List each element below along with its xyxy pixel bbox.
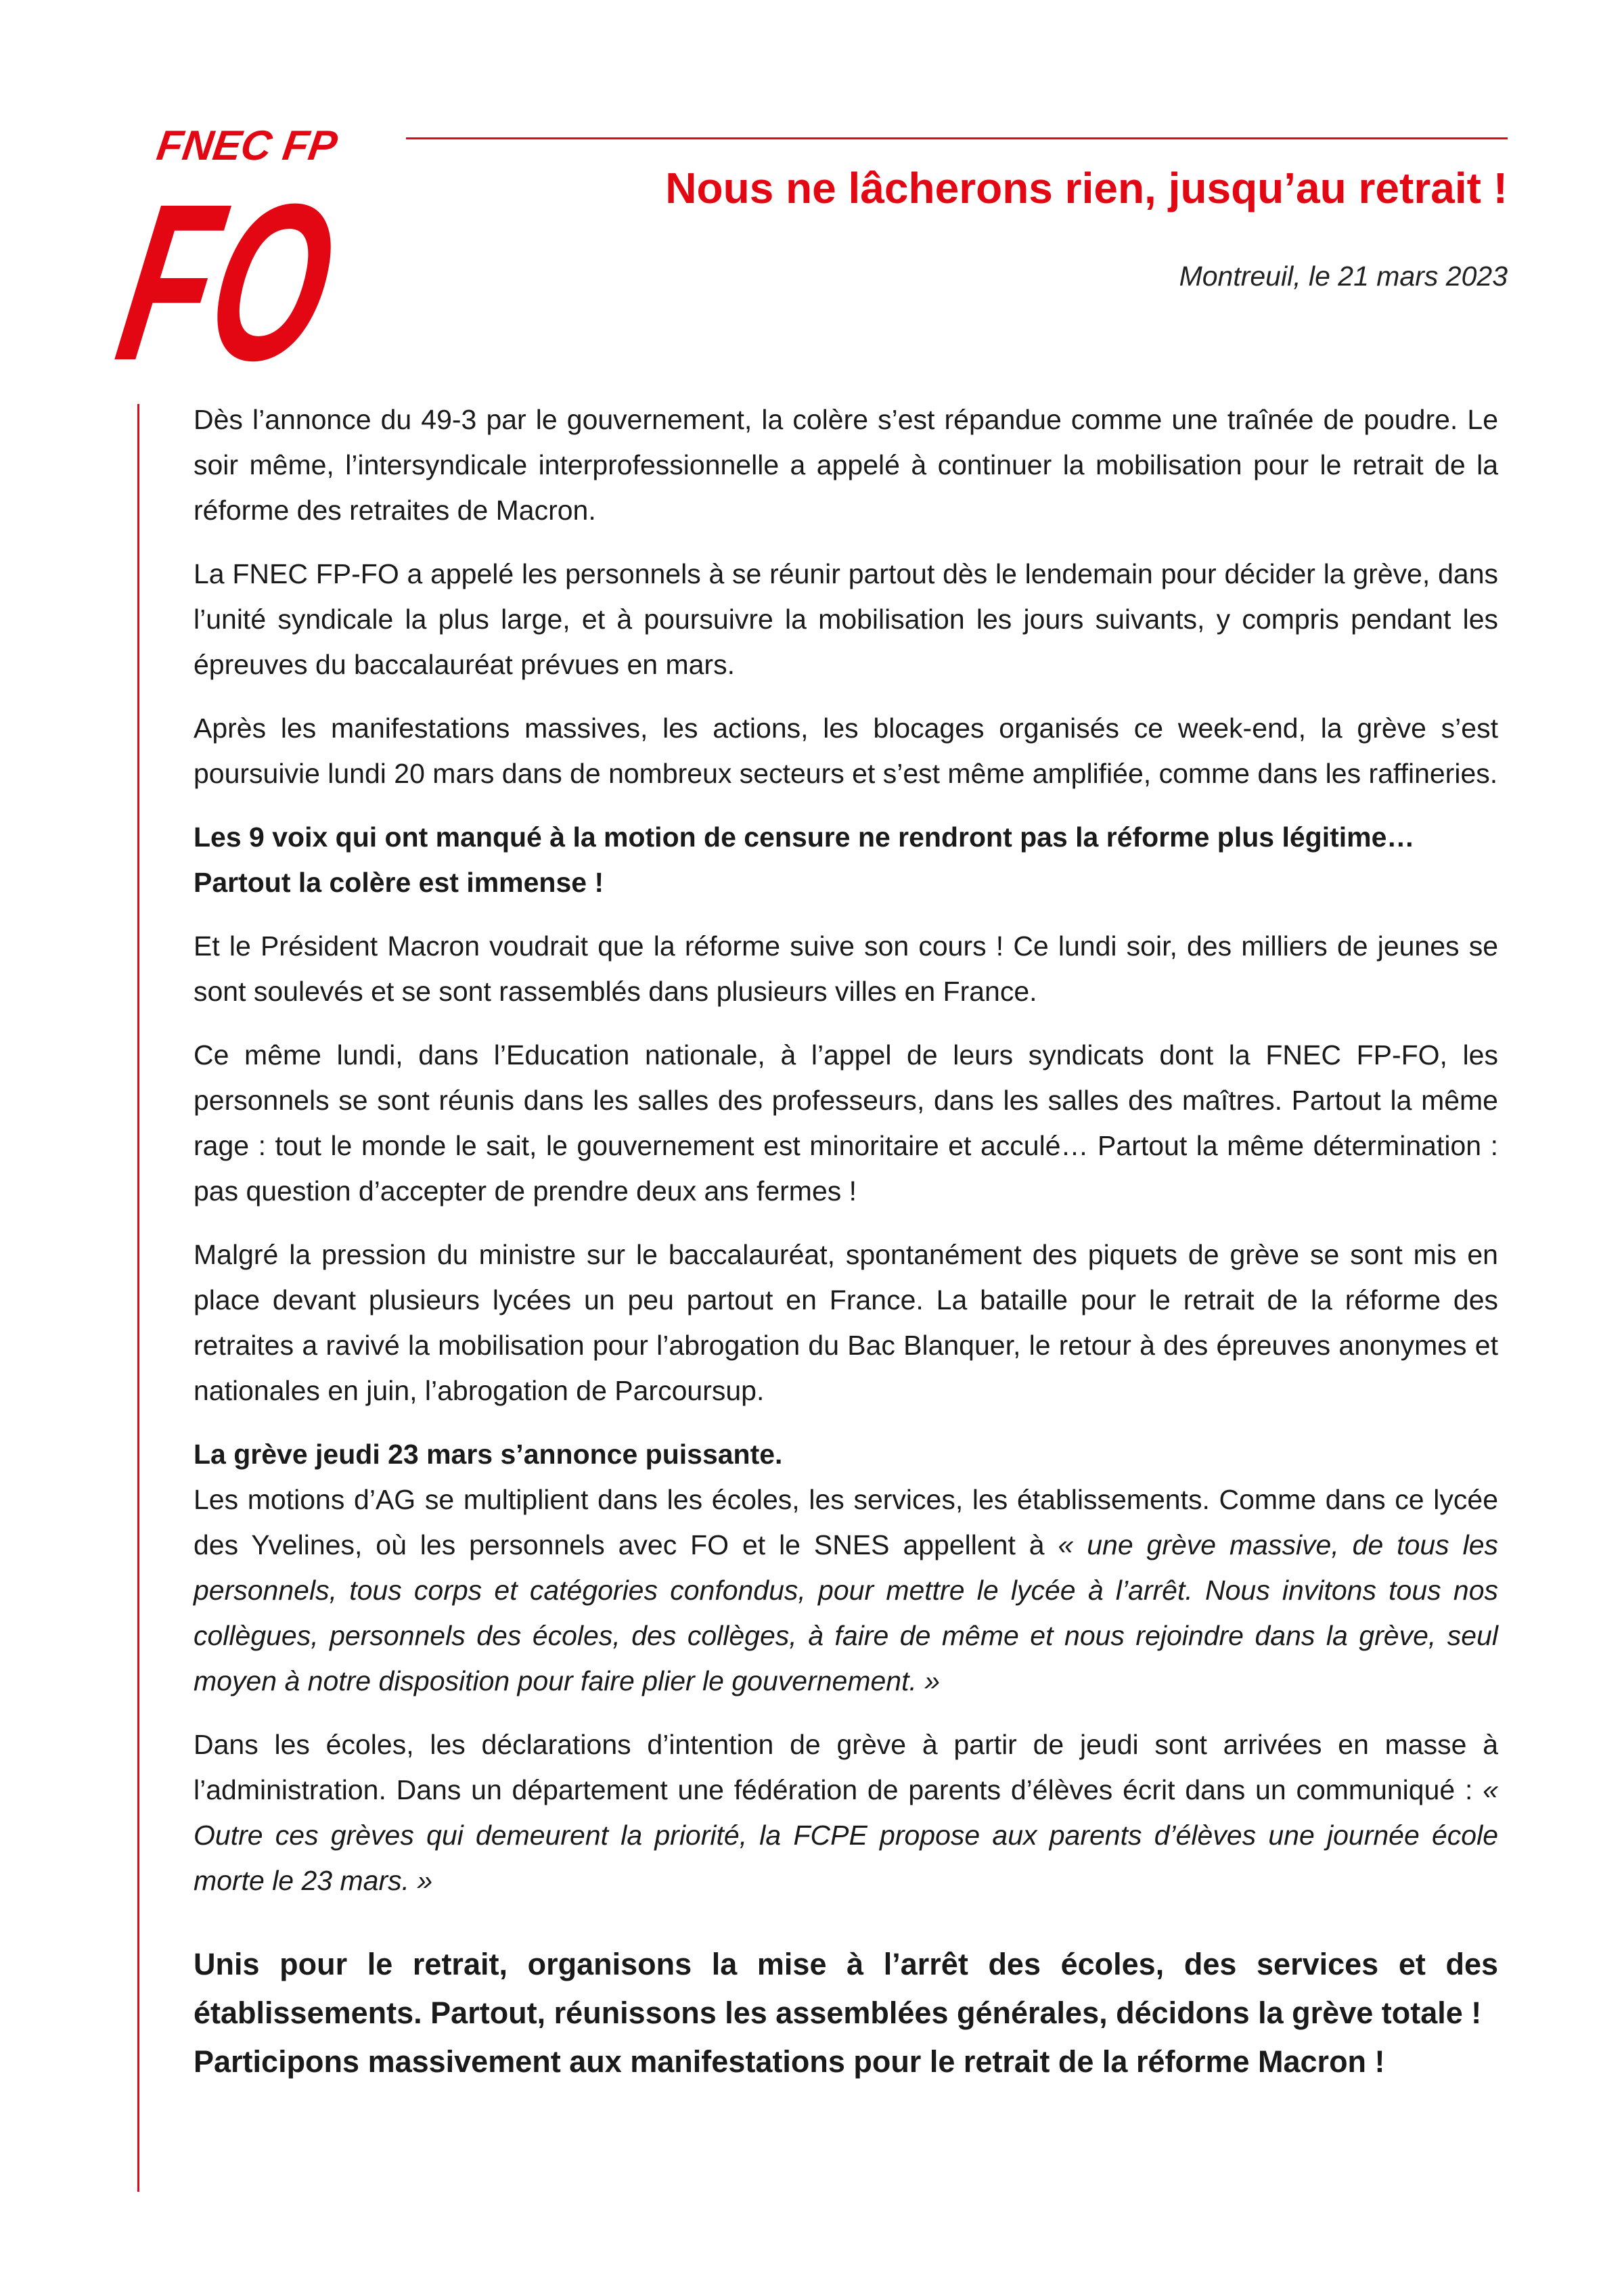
paragraph-2: La FNEC FP-FO a appelé les personnels à se réunir partout dès le lendemain pour décider la grève, dans l’unité syndicale la plus large, et à poursuivre la mobilisation les jours suivants, y compris pendant les épreuves du baccalauréat prévues en mars.	[194, 558, 1498, 680]
paragraph-9-text: Dans les écoles, les déclarations d’intention de grève à partir de jeudi sont arrivées en masse à l’administration. Dans un département une fédération de parents d’élèves écrit dans un communiqué :	[194, 1729, 1498, 1805]
dateline: Montreuil, le 21 mars 2023	[1179, 261, 1508, 292]
article-body	[194, 397, 1498, 2104]
paragraph-6: Ce même lundi, dans l’Education nationale, à l’appel de leurs syndicats dont la FNEC FP-FO, les personnels se sont réunis dans les salles des professeurs, dans les salles des maîtres. Partout la même rage : tout le monde le sait, le gouvernement est minoritaire et acculé… Partout la même détermination : pas question d’accepter de prendre deux ans fermes !	[194, 1039, 1498, 1207]
side-rule	[137, 404, 139, 2192]
paragraph-5: Et le Président Macron voudrait que la réforme suive son cours ! Ce lundi soir, des milliers de jeunes se sont soulevés et se sont rassemblés dans plusieurs villes en France.	[194, 930, 1498, 1007]
paragraph-8-text: Les motions d’AG se multiplient dans les écoles, les services, les établissements. Comme dans ce lycée des Yvelines, où les personnels avec FO et le SNES appellent à	[194, 1484, 1498, 1560]
closing-call-line-1: Unis pour le retrait, organisons la mise à l’arrêt des écoles, des services et des établissements. Partout, réunissons les assemblées générales, décidons la grève totale !	[194, 1947, 1498, 2030]
closing-call-line-2: Participons massivement aux manifestations pour le retrait de la réforme Macron !	[194, 2044, 1385, 2079]
paragraph-4-bold	[194, 815, 1498, 905]
paragraph-1: Dès l’annonce du 49-3 par le gouvernement, la colère s’est répandue comme une traînée de poudre. Le soir même, l’intersyndicale interprofessionnelle a appelé à continuer la mobilisation pour le retrait de la réforme des retraites de Macron.	[194, 404, 1498, 526]
paragraph-9-quote: « Outre ces grèves qui demeurent la priorité, la FCPE propose aux parents d’élèves une journée école morte le 23 mars. »	[194, 1774, 1498, 1896]
paragraph-3: Après les manifestations massives, les actions, les blocages organisés ce week-end, la grève s’est poursuivie lundi 20 mars dans de nombreux secteurs et s’est même amplifiée, comme dans les raffineries.	[194, 713, 1498, 789]
paragraph-4-line-2: Partout la colère est immense !	[194, 867, 604, 898]
logo-fo-text: FO	[103, 158, 458, 407]
logo-fnec-fp-text: FNEC FP	[154, 122, 340, 169]
fnec-fp-fo-logo	[103, 119, 458, 407]
page-title: Nous ne lâcherons rien, jusqu’au retrait !	[665, 164, 1508, 212]
closing-call	[194, 1940, 1498, 2086]
header-rule	[406, 137, 1508, 139]
paragraph-8-heading: La grève jeudi 23 mars s’annonce puissante.	[194, 1439, 783, 1470]
paragraph-7: Malgré la pression du ministre sur le baccalauréat, spontanément des piquets de grève se sont mis en place devant plusieurs lycées un peu partout en France. La bataille pour le retrait de la réforme des retraites a ravivé la mobilisation pour l’abrogation du Bac Blanquer, le retour à des épreuves anonymes et nationales en juin, l’abrogation de Parcoursup.	[194, 1239, 1498, 1406]
paragraph-9	[194, 1722, 1498, 1904]
paragraph-4-line-1: Les 9 voix qui ont manqué à la motion de censure ne rendront pas la réforme plus légitime…	[194, 821, 1415, 853]
paragraph-8	[194, 1432, 1498, 1704]
paragraph-8-quote: « une grève massive, de tous les personnels, tous corps et catégories confondus, pour mettre le lycée à l’arrêt. Nous invitons tous nos collègues, personnels des écoles, des collèges, à faire de même et nous rejoindre dans la grève, seul moyen à notre disposition pour faire plier le gouvernement. »	[194, 1529, 1498, 1696]
